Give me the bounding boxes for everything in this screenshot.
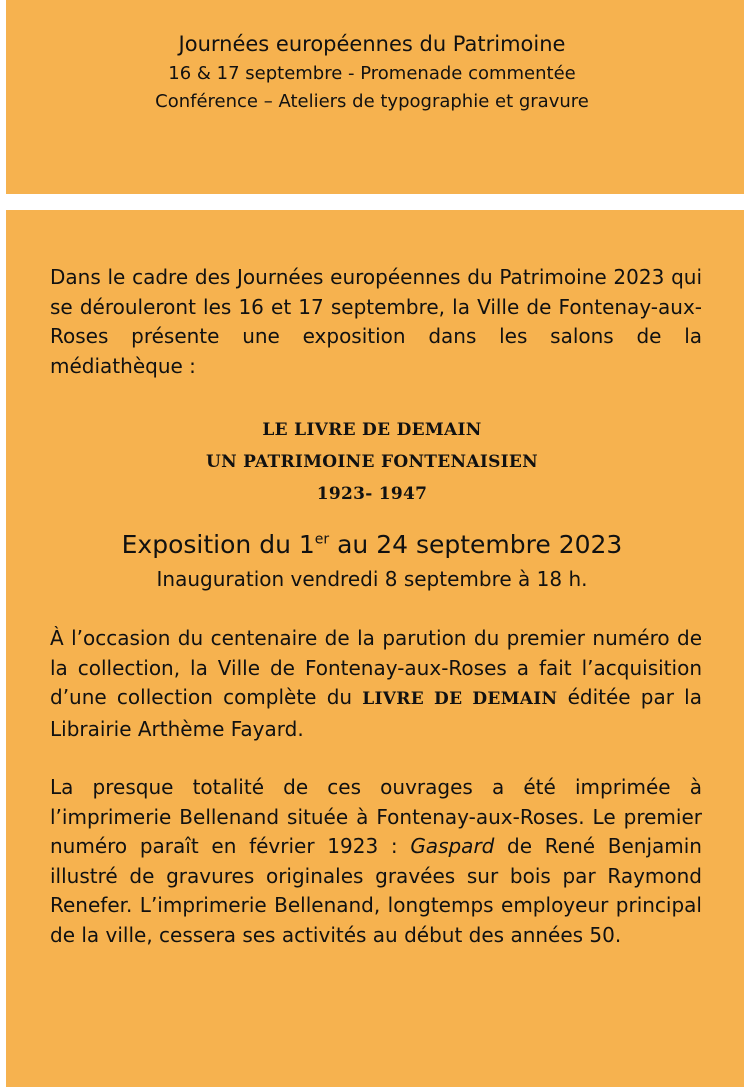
- collection-name: LIVRE DE DEMAIN: [362, 689, 558, 709]
- book-title-line-1: LE LIVRE DE DEMAIN: [262, 420, 482, 440]
- printing-text-end: de René Benjamin illustré de gravures originales gravées sur bois par Raymond Renefer. L’imprimerie Bellenand, longtemps employeur principal de la ville, cessera ses activités au début des années 50.: [50, 834, 702, 947]
- intro-paragraph: Dans le cadre des Journées européennes du Patrimoine 2023 qui se dérouleront les 16 et 17 septembre, la Ville de Fontenay-aux-Roses présente une exposition dans les salons de la médiathèque :: [50, 265, 702, 378]
- header-title: Journées européennes du Patrimoine: [178, 32, 566, 56]
- book-title-line-2: UN PATRIMOINE FONTENAISIEN: [205, 452, 539, 472]
- printing-text-start: La presque totalité de ces ouvrages a été imprimée à l’imprimerie Bellenand située à Fontenay-aux-Roses. Le premier numéro paraît en février 1923 :: [50, 775, 702, 858]
- acquisition-paragraph: [50, 624, 702, 744]
- acquisition-text-start: À l’occasion du centenaire de la parution du premier numéro de la collection, la Ville de Fontenay-aux-Roses a fait l’acquisition d’une collection complète du: [50, 626, 702, 709]
- exhibition-prefix: Exposition du 1: [121, 530, 315, 559]
- book-title-block: [0, 414, 744, 510]
- exhibition-dates: [0, 530, 744, 559]
- exhibition-suffix: au 24 septembre 2023: [329, 530, 623, 559]
- header-subtitle-dates: 16 & 17 septembre - Promenade commentée: [168, 63, 576, 84]
- exhibition-superscript: er: [314, 531, 330, 548]
- book-title-dates: 1923- 1947: [316, 484, 428, 504]
- book-name-gaspard: Gaspard: [410, 834, 495, 858]
- acquisition-text-end: éditée par la Librairie Arthème Fayard.: [50, 685, 702, 741]
- header-subtitle-activities: Conférence – Ateliers de typographie et gravure: [155, 91, 589, 112]
- inauguration-text: Inauguration vendredi 8 septembre à 18 h.: [156, 567, 588, 591]
- printing-paragraph: [50, 773, 702, 950]
